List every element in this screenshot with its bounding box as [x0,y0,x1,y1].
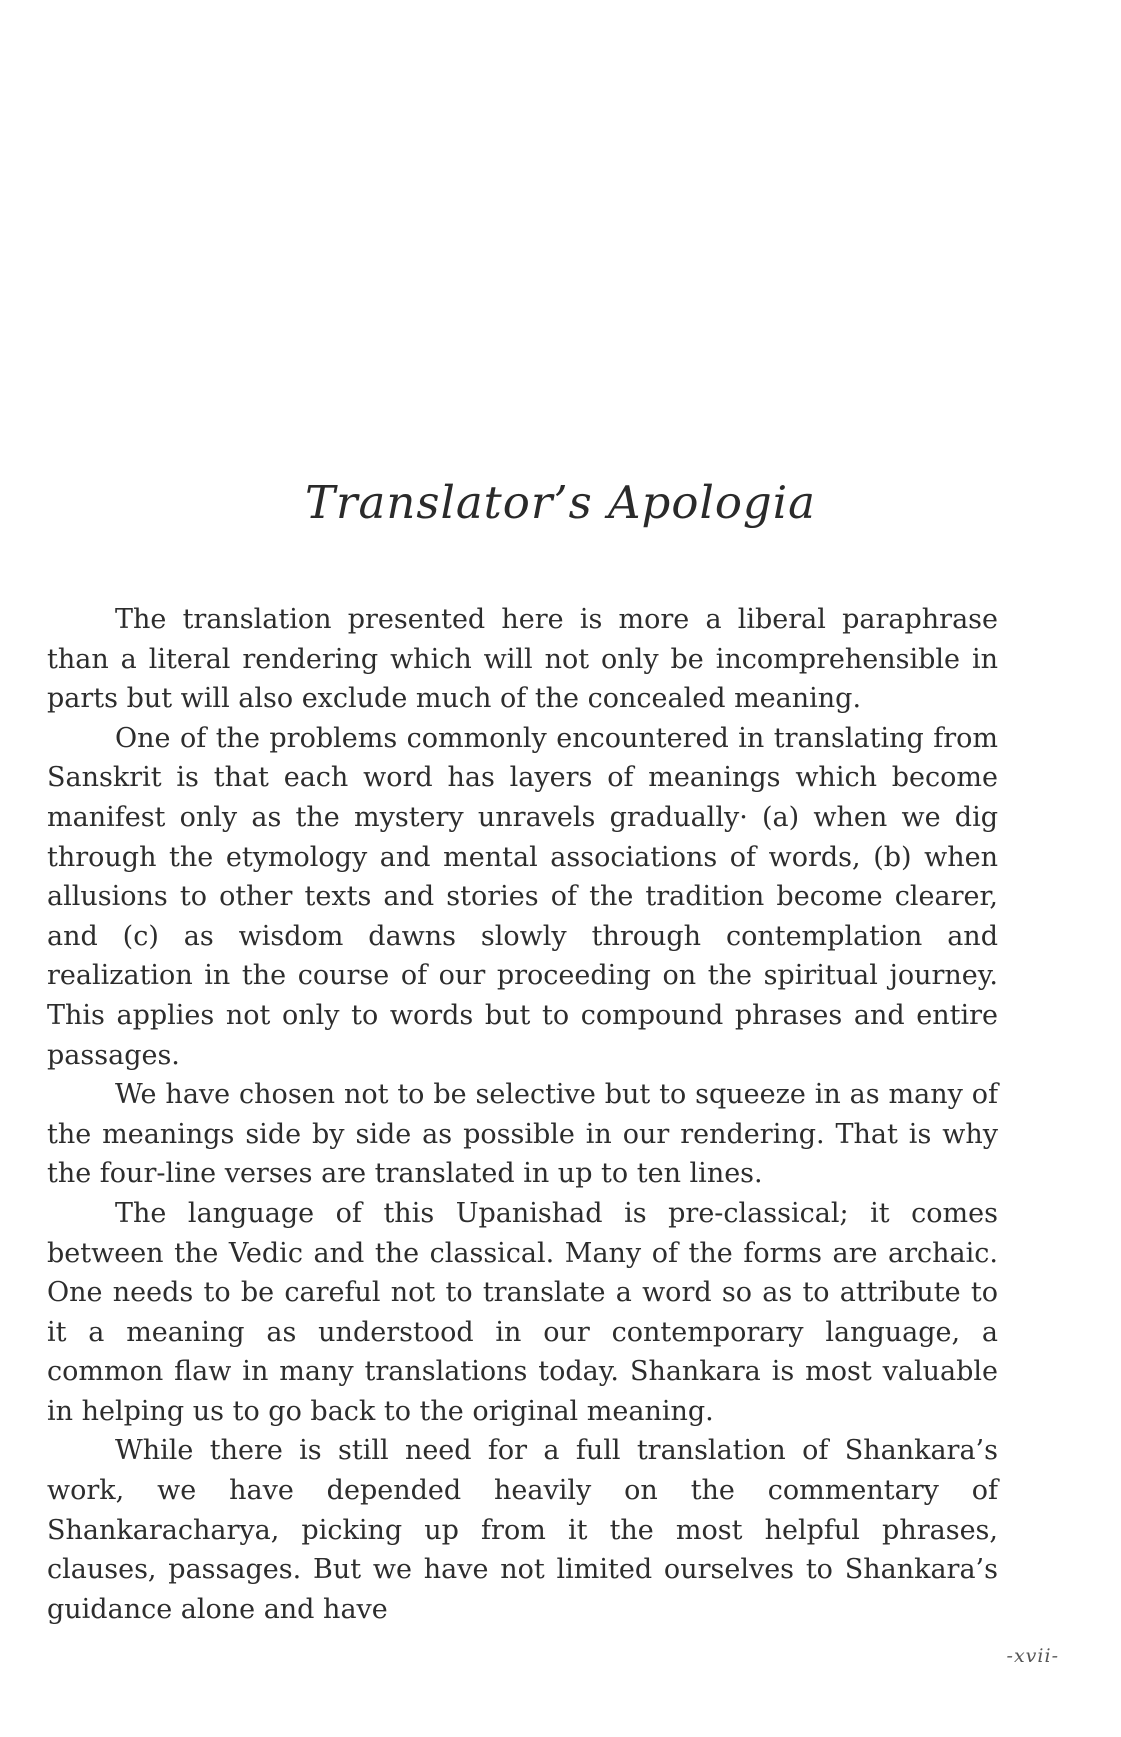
page-title: Translator’s Apologia [305,476,816,529]
paragraph-1: The translation presented here is more a liberal paraphrase than a literal rendering which will not only be incomprehensible in parts but will also exclude much of the concealed meaning. [47,604,998,715]
paragraph-4: The language of this Upanishad is pre-classical; it comes between the Vedic and the classical. Many of the forms are archaic. One needs to be careful not to translate a word so as to attribute to it a meaning as understood in our contemporary language, a common flaw in many translations today. Shankara is most valuable in helping us to go back to the original meaning. [47,1197,998,1427]
body-text [47,600,998,1629]
paragraph-2: One of the problems commonly encountered in translating from Sanskrit is that each word has layers of meanings which become manifest only as the mystery unravels gradually· (a) when we dig through the etymology and mental associations of words, (b) when allusions to other texts and stories of the tradition become clearer, and (c) as wisdom dawns slowly through contemplation and realization in the course of our proceeding on the spiritual journey. This applies not only to words but to compound phrases and entire passages. [47,722,998,1071]
paragraph-3: We have chosen not to be selective but to squeeze in as many of the meanings side by side as possible in our rendering. That is why the four-line verses are translated in up to ten lines. [47,1079,998,1190]
page-number: -xvii- [1006,1645,1059,1667]
paragraph-5: While there is still need for a full translation of Shankara’s work, we have depended heavily on the commentary of Shankaracharya, picking up from it the most helpful phrases, clauses, passages. But we have not limited ourselves to Shankara’s guidance alone and have [47,1435,998,1625]
